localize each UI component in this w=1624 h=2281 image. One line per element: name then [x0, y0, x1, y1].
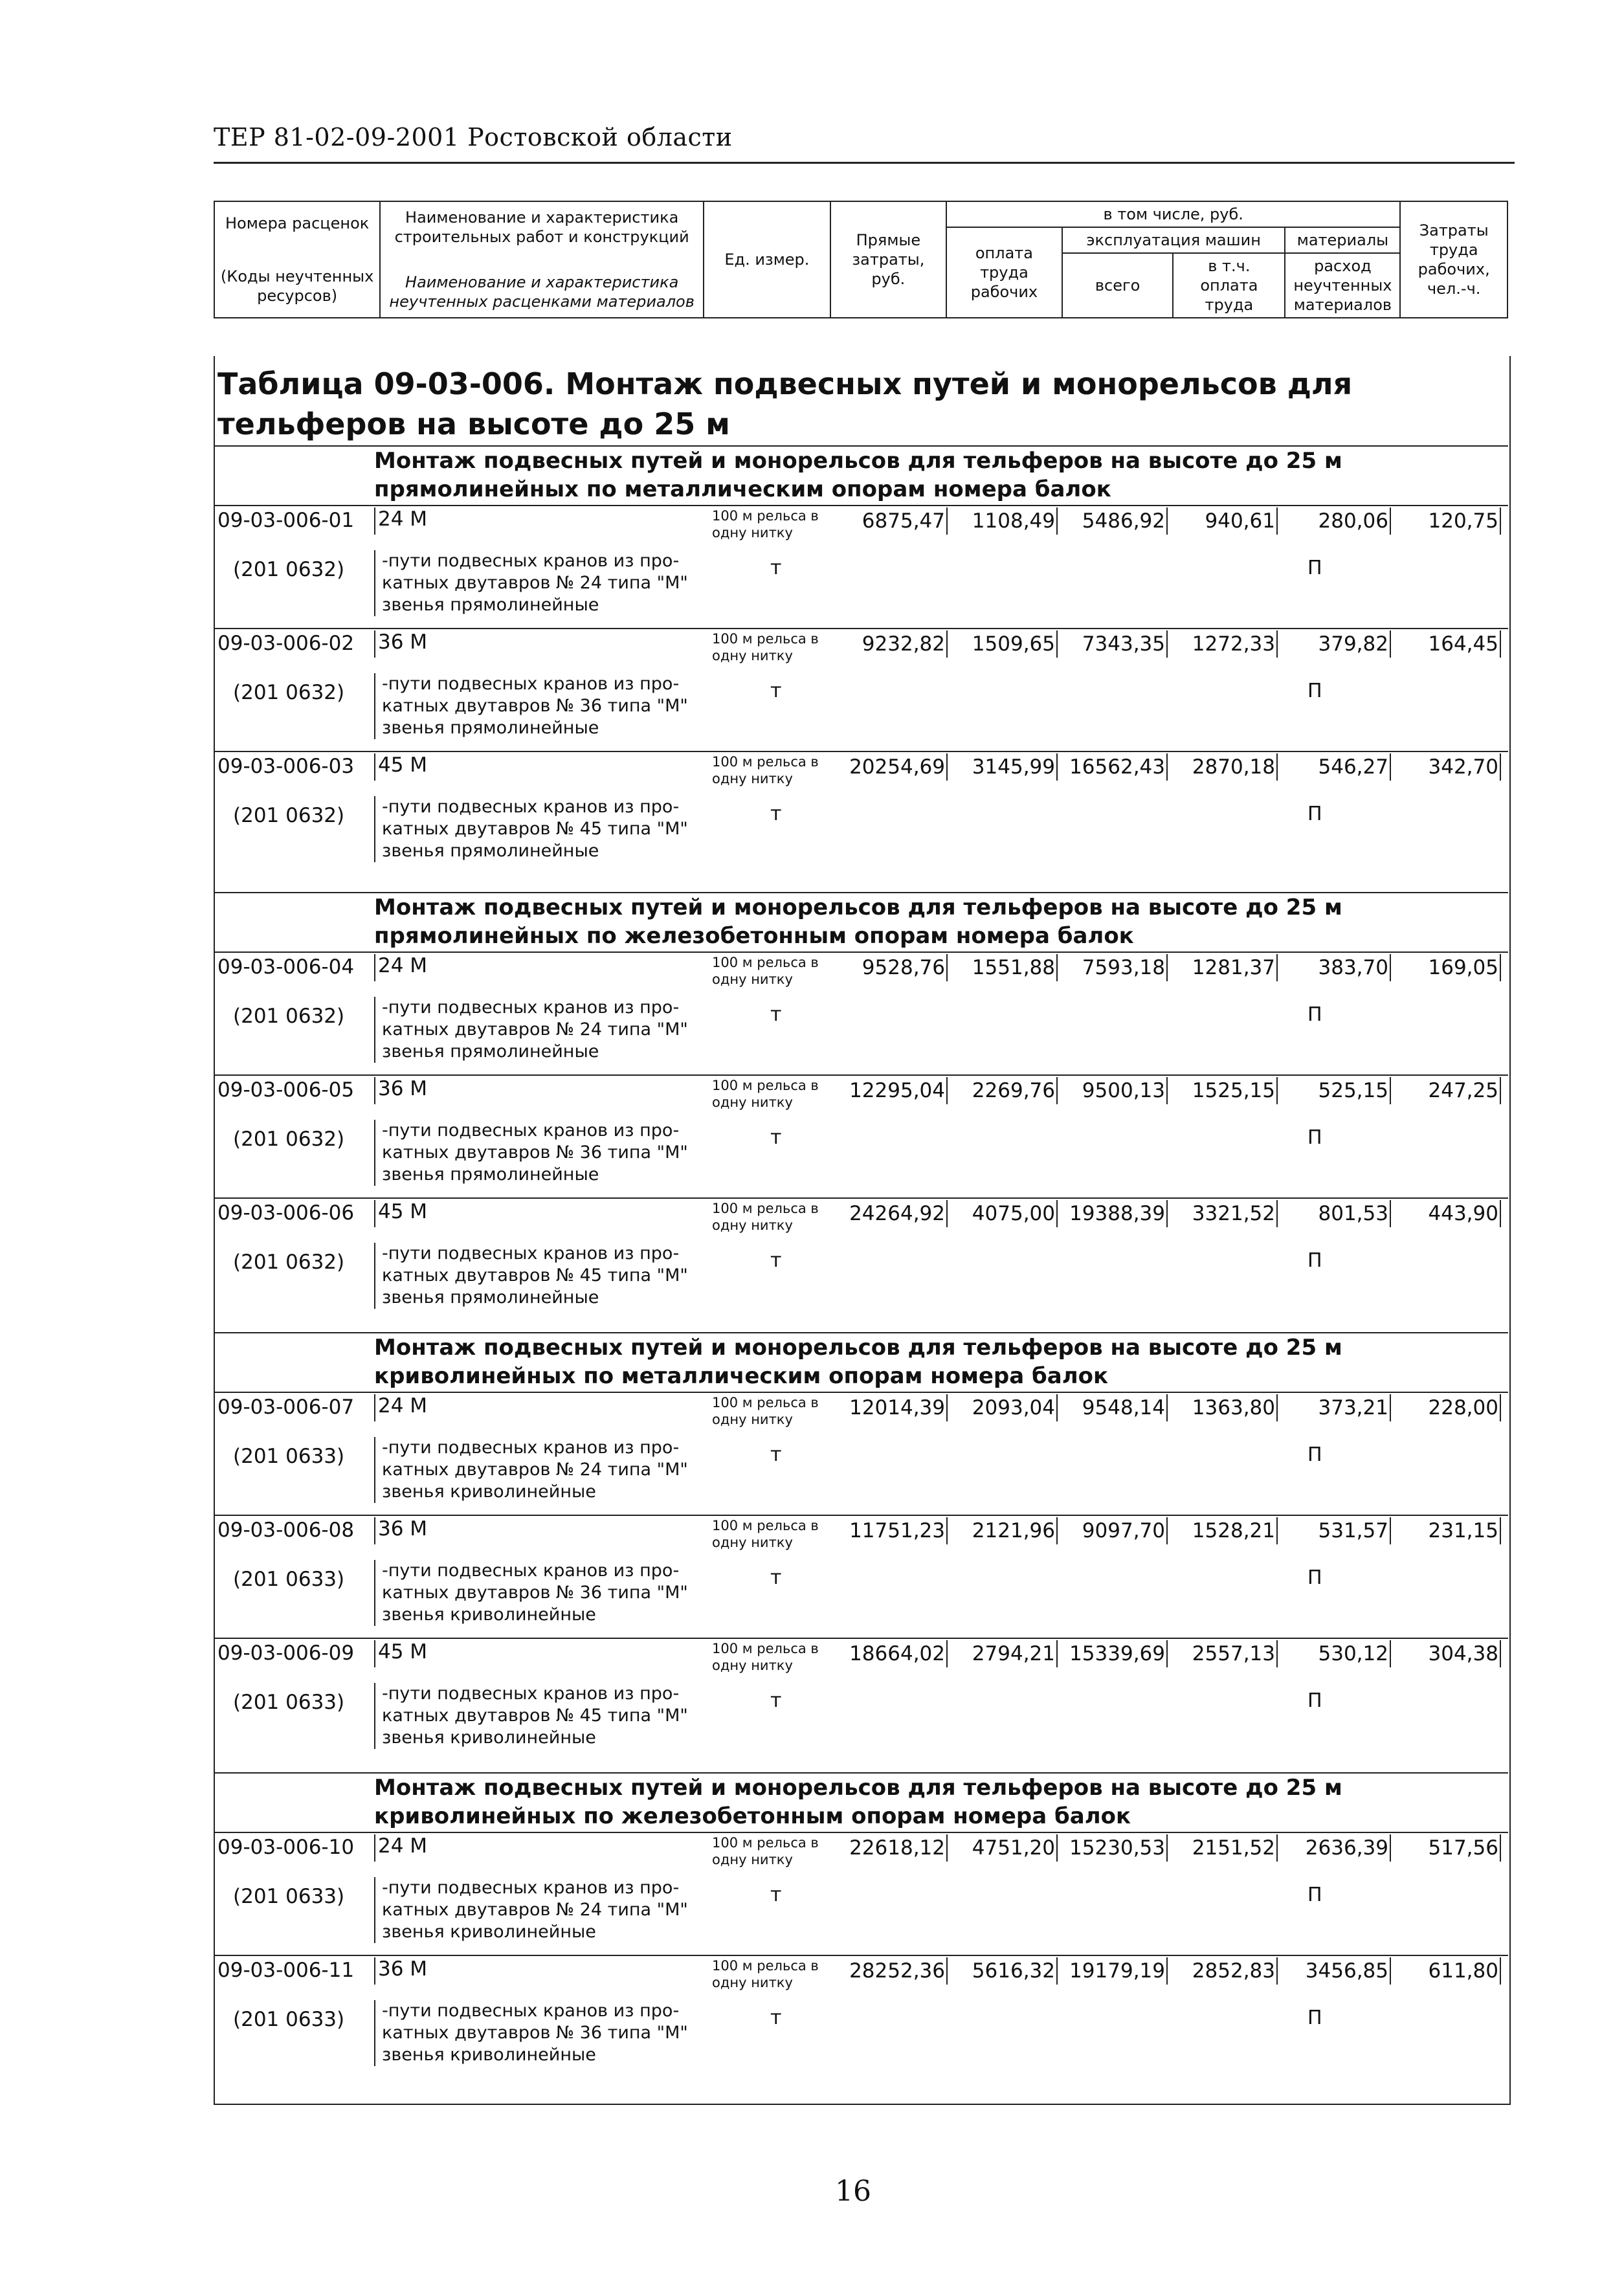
header-wage: оплата труда рабочих [946, 227, 1062, 318]
section-title: Монтаж подвесных путей и монорельсов для тельферов на высоте до 25 м прямолинейных по металлическим опорам номера балок [374, 448, 1342, 502]
unit-label: 100 м рельса в одну нитку [712, 1958, 819, 1990]
resource-unit: т [770, 1003, 782, 1026]
header-codes [214, 201, 380, 318]
direct-cost: 11751,23 [841, 1517, 948, 1544]
resource-description: -пути подвесных кранов из прокатных двутавров № 45 типа "М" звенья прямолинейные [374, 796, 712, 862]
machines-cost: 15339,69 [1062, 1640, 1168, 1667]
machines-wage-cost: 2557,13 [1172, 1640, 1278, 1667]
row-rule [214, 628, 1508, 629]
labor-cost: 120,75 [1398, 507, 1501, 535]
resource-material-mark: П [1307, 1249, 1322, 1272]
work-name: 36 М [374, 630, 427, 658]
row-rule [214, 1955, 1508, 1956]
resource-material-mark: П [1307, 1689, 1322, 1712]
header-name-sub-label: Наименование и характеристика неучтенных расценками материалов [389, 273, 695, 311]
resource-unit: т [770, 1566, 782, 1589]
wage-cost: 2269,76 [951, 1077, 1058, 1104]
machines-wage-cost: 1272,33 [1172, 630, 1278, 658]
unit-label: 100 м рельса в одну нитку [712, 1395, 819, 1427]
unit-label: 100 м рельса в одну нитку [712, 508, 819, 540]
row-rule [214, 1832, 1508, 1833]
resource-description: -пути подвесных кранов из прокатных двутавров № 24 типа "М" звенья прямолинейные [374, 997, 712, 1063]
wage-cost: 4075,00 [951, 1200, 1058, 1227]
labor-cost: 304,38 [1398, 1640, 1501, 1667]
header-labor: Затраты труда рабочих, чел.-ч. [1400, 201, 1507, 318]
direct-cost: 9232,82 [841, 630, 948, 658]
unit-label: 100 м рельса в одну нитку [712, 1835, 819, 1867]
row-rule [214, 1392, 1508, 1393]
resource-description: -пути подвесных кранов из прокатных двутавров № 36 типа "М" звенья прямолинейные [374, 673, 712, 739]
column-header-table [214, 201, 1508, 318]
table-title: Таблица 09-03-006. Монтаж подвесных путей и монорельсов для тельферов на высоте до 25 м [217, 366, 1353, 441]
header-machines: эксплуатация машин [1062, 227, 1285, 253]
work-name: 24 М [374, 507, 427, 535]
resource-code: (201 0633) [233, 1691, 345, 1714]
machines-cost: 16562,43 [1062, 753, 1168, 781]
materials-cost: 525,15 [1282, 1077, 1391, 1104]
resource-description: -пути подвесных кранов из прокатных двутавров № 24 типа "М" звенья прямолинейные [374, 550, 712, 616]
header-incl: в том числе, руб. [946, 201, 1400, 227]
machines-cost: 7343,35 [1062, 630, 1168, 658]
resource-material-mark: П [1307, 1126, 1322, 1149]
resource-unit: т [770, 1884, 782, 1906]
section-title: Монтаж подвесных путей и монорельсов для тельферов на высоте до 25 м криволинейных по металлическим опорам номера балок [374, 1335, 1342, 1389]
work-name: 36 М [374, 1517, 427, 1544]
resource-description: -пути подвесных кранов из прокатных двутавров № 45 типа "М" звенья криволинейные [374, 1683, 712, 1749]
resource-material-mark: П [1307, 1443, 1322, 1466]
rate-code: 09-03-006-08 [217, 1519, 355, 1542]
wage-cost: 2093,04 [951, 1394, 1058, 1421]
page-number: 16 [835, 2175, 871, 2208]
header-materials-sub: расход неучтенных материалов [1285, 253, 1400, 318]
materials-cost: 373,21 [1282, 1394, 1391, 1421]
wage-cost: 4751,20 [951, 1834, 1058, 1862]
resource-code: (201 0632) [233, 1128, 345, 1151]
direct-cost: 24264,92 [841, 1200, 948, 1227]
machines-cost: 15230,53 [1062, 1834, 1168, 1862]
unit-label: 100 м рельса в одну нитку [712, 1078, 819, 1110]
materials-cost: 280,06 [1282, 507, 1391, 535]
direct-cost: 20254,69 [841, 753, 948, 781]
resource-code: (201 0632) [233, 681, 345, 704]
rate-code: 09-03-006-04 [217, 955, 355, 979]
machines-wage-cost: 2151,52 [1172, 1834, 1278, 1862]
machines-cost: 19179,19 [1062, 1957, 1168, 1985]
resource-unit: т [770, 680, 782, 702]
resource-unit: т [770, 803, 782, 825]
resource-description: -пути подвесных кранов из прокатных двутавров № 36 типа "М" звенья прямолинейные [374, 1120, 712, 1186]
resource-code: (201 0632) [233, 804, 345, 827]
machines-wage-cost: 1525,15 [1172, 1077, 1278, 1104]
machines-wage-cost: 2870,18 [1172, 753, 1278, 781]
row-rule [214, 1515, 1508, 1516]
wage-cost: 2794,21 [951, 1640, 1058, 1667]
materials-cost: 546,27 [1282, 753, 1391, 781]
labor-cost: 443,90 [1398, 1200, 1501, 1227]
resource-material-mark: П [1307, 1566, 1322, 1589]
header-unit: Ед. измер. [704, 201, 830, 318]
machines-wage-cost: 1528,21 [1172, 1517, 1278, 1544]
resource-unit: т [770, 1126, 782, 1149]
work-name: 24 М [374, 1834, 427, 1862]
machines-wage-cost: 940,61 [1172, 507, 1278, 535]
wage-cost: 5616,32 [951, 1957, 1058, 1985]
machines-cost: 9548,14 [1062, 1394, 1168, 1421]
resource-code: (201 0632) [233, 1251, 345, 1274]
materials-cost: 530,12 [1282, 1640, 1391, 1667]
unit-label: 100 м рельса в одну нитку [712, 1518, 819, 1550]
header-codes-label: Номера расценок [225, 214, 370, 232]
labor-cost: 517,56 [1398, 1834, 1501, 1862]
resource-unit: т [770, 1689, 782, 1712]
work-name: 45 М [374, 753, 427, 781]
labor-cost: 164,45 [1398, 630, 1501, 658]
direct-cost: 18664,02 [841, 1640, 948, 1667]
header-machines-wage: в т.ч. оплата труда [1173, 253, 1285, 318]
resource-description: -пути подвесных кранов из прокатных двутавров № 24 типа "М" звенья криволинейные [374, 1877, 712, 1943]
direct-cost: 12014,39 [841, 1394, 948, 1421]
unit-label: 100 м рельса в одну нитку [712, 1201, 819, 1233]
resource-code: (201 0633) [233, 2008, 345, 2031]
work-name: 36 М [374, 1077, 427, 1104]
machines-wage-cost: 3321,52 [1172, 1200, 1278, 1227]
unit-label: 100 м рельса в одну нитку [712, 1641, 819, 1673]
resource-description: -пути подвесных кранов из прокатных двутавров № 36 типа "М" звенья криволинейные [374, 1560, 712, 1626]
rate-code: 09-03-006-06 [217, 1201, 355, 1225]
machines-cost: 9097,70 [1062, 1517, 1168, 1544]
work-name: 45 М [374, 1200, 427, 1227]
header-materials: материалы [1285, 227, 1400, 253]
machines-wage-cost: 2852,83 [1172, 1957, 1278, 1985]
row-rule [214, 1074, 1508, 1076]
resource-unit: т [770, 2007, 782, 2029]
work-name: 36 М [374, 1957, 427, 1985]
wage-cost: 1509,65 [951, 630, 1058, 658]
direct-cost: 6875,47 [841, 507, 948, 535]
resource-material-mark: П [1307, 680, 1322, 702]
materials-cost: 3456,85 [1282, 1957, 1391, 1985]
resource-code: (201 0633) [233, 1885, 345, 1908]
direct-cost: 22618,12 [841, 1834, 948, 1862]
row-rule [214, 951, 1508, 953]
header-name-label: Наименование и характеристика строительных работ и конструкций [394, 208, 689, 246]
resource-material-mark: П [1307, 1884, 1322, 1906]
materials-cost: 801,53 [1282, 1200, 1391, 1227]
resource-description: -пути подвесных кранов из прокатных двутавров № 45 типа "М" звенья прямолинейные [374, 1243, 712, 1309]
resource-material-mark: П [1307, 557, 1322, 579]
direct-cost: 9528,76 [841, 954, 948, 981]
resource-material-mark: П [1307, 1003, 1322, 1026]
rate-code: 09-03-006-11 [217, 1959, 355, 1982]
resource-code: (201 0633) [233, 1445, 345, 1468]
section-title: Монтаж подвесных путей и монорельсов для тельферов на высоте до 25 м криволинейных по железобетонным опорам номера балок [374, 1775, 1342, 1829]
section-title: Монтаж подвесных путей и монорельсов для тельферов на высоте до 25 м прямолинейных по железобетонным опорам номера балок [374, 895, 1342, 949]
header-direct: Прямые затраты, руб. [830, 201, 946, 318]
resource-unit: т [770, 557, 782, 579]
labor-cost: 231,15 [1398, 1517, 1501, 1544]
machines-cost: 19388,39 [1062, 1200, 1168, 1227]
direct-cost: 12295,04 [841, 1077, 948, 1104]
resource-description: -пути подвесных кранов из прокатных двутавров № 36 типа "М" звенья криволинейные [374, 2000, 712, 2066]
machines-cost: 7593,18 [1062, 954, 1168, 981]
work-name: 45 М [374, 1640, 427, 1667]
running-head: ТЕР 81-02-09-2001 Ростовской области [214, 123, 733, 151]
resource-code: (201 0632) [233, 558, 345, 581]
rate-code: 09-03-006-03 [217, 755, 355, 778]
row-rule [214, 1197, 1508, 1199]
materials-cost: 379,82 [1282, 630, 1391, 658]
resource-unit: т [770, 1249, 782, 1272]
unit-label: 100 м рельса в одну нитку [712, 754, 819, 786]
labor-cost: 169,05 [1398, 954, 1501, 981]
direct-cost: 28252,36 [841, 1957, 948, 1985]
rate-code: 09-03-006-05 [217, 1078, 355, 1102]
resource-code: (201 0633) [233, 1568, 345, 1591]
wage-cost: 1108,49 [951, 507, 1058, 535]
header-codes-sub-label: (Коды неучтенных ресурсов) [220, 267, 374, 305]
wage-cost: 2121,96 [951, 1517, 1058, 1544]
labor-cost: 228,00 [1398, 1394, 1501, 1421]
resource-description: -пути подвесных кранов из прокатных двутавров № 24 типа "М" звенья криволинейные [374, 1437, 712, 1503]
unit-label: 100 м рельса в одну нитку [712, 631, 819, 663]
resource-material-mark: П [1307, 2007, 1322, 2029]
row-rule [214, 1638, 1508, 1639]
labor-cost: 342,70 [1398, 753, 1501, 781]
rate-code: 09-03-006-09 [217, 1641, 355, 1665]
rate-code: 09-03-006-02 [217, 632, 355, 655]
resource-unit: т [770, 1443, 782, 1466]
rate-code: 09-03-006-07 [217, 1396, 355, 1419]
header-machines-total: всего [1062, 253, 1174, 318]
row-rule [214, 505, 1508, 506]
machines-cost: 9500,13 [1062, 1077, 1168, 1104]
row-rule [214, 751, 1508, 752]
materials-cost: 531,57 [1282, 1517, 1391, 1544]
machines-cost: 5486,92 [1062, 507, 1168, 535]
materials-cost: 2636,39 [1282, 1834, 1391, 1862]
head-rule [214, 162, 1515, 164]
work-name: 24 М [374, 954, 427, 981]
resource-code: (201 0632) [233, 1005, 345, 1028]
rate-code: 09-03-006-10 [217, 1836, 355, 1859]
wage-cost: 3145,99 [951, 753, 1058, 781]
labor-cost: 611,80 [1398, 1957, 1501, 1985]
machines-wage-cost: 1363,80 [1172, 1394, 1278, 1421]
rate-code: 09-03-006-01 [217, 509, 355, 532]
wage-cost: 1551,88 [951, 954, 1058, 981]
machines-wage-cost: 1281,37 [1172, 954, 1278, 981]
header-name [380, 201, 704, 318]
work-name: 24 М [374, 1394, 427, 1421]
resource-material-mark: П [1307, 803, 1322, 825]
unit-label: 100 м рельса в одну нитку [712, 955, 819, 987]
materials-cost: 383,70 [1282, 954, 1391, 981]
labor-cost: 247,25 [1398, 1077, 1501, 1104]
